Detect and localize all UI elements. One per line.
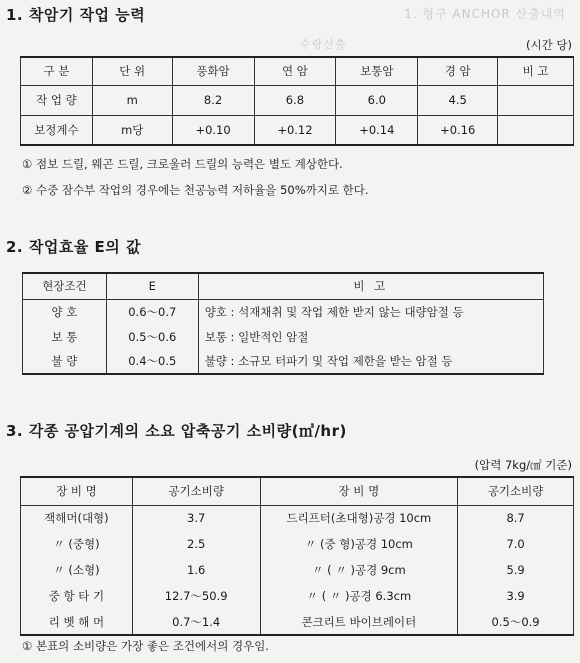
table-cell: 보정계수: [21, 115, 93, 145]
header-cell: 풍화암: [172, 57, 254, 85]
table-header-row: [21, 477, 574, 505]
table-row: [21, 583, 574, 609]
table-row: [23, 324, 544, 349]
table-row: [21, 531, 574, 557]
header-cell: 비 고: [498, 57, 574, 85]
table-cell: +0.16: [418, 115, 498, 145]
air-consumption-table: [20, 476, 574, 636]
table-cell: 드리프터(초대형)공경 10cm: [260, 505, 458, 531]
table-cell: 〃 ( 〃 )공경 6.3cm: [260, 583, 458, 609]
table-row: [21, 115, 574, 145]
table-cell: 0.7～1.4: [132, 609, 260, 635]
bleed-heading: 1. 형구 ANCHOR 산출내역: [404, 7, 566, 21]
table-row: [23, 299, 544, 324]
table-cell: +0.12: [254, 115, 336, 145]
table-cell: 2.5: [132, 531, 260, 557]
table-cell: 3.9: [458, 583, 574, 609]
table-cell: 0.5～0.9: [458, 609, 574, 635]
table-cell: 5.9: [458, 557, 574, 583]
table-cell: 잭해머(대형): [21, 505, 133, 531]
table-cell: 보 통: [23, 324, 107, 349]
table-cell: 8.2: [172, 85, 254, 115]
table-cell: +0.10: [172, 115, 254, 145]
table-cell: 0.6～0.7: [106, 299, 198, 324]
table-cell: 6.8: [254, 85, 336, 115]
header-cell: 공기소비량: [132, 477, 260, 505]
table-cell: 〃 (소형): [21, 557, 133, 583]
table-cell: 보통 : 일반적인 암절: [198, 324, 543, 349]
table-cell: 콘크리트 바이브레이터: [260, 609, 458, 635]
header-cell: E: [106, 273, 198, 299]
table-cell: 0.5～0.6: [106, 324, 198, 349]
table-cell: 양 호: [23, 299, 107, 324]
table-cell: m: [92, 85, 172, 115]
bleed-label: 수량산출: [300, 38, 347, 51]
table-cell: +0.14: [336, 115, 418, 145]
table-cell: 리 벳 해 머: [21, 609, 133, 635]
table-cell: 0.4～0.5: [106, 349, 198, 374]
section1-title: 1. 착암기 작업 능력: [6, 6, 146, 24]
table-cell: 4.5: [418, 85, 498, 115]
table-cell: 7.0: [458, 531, 574, 557]
table-cell: 불 량: [23, 349, 107, 374]
header-cell: 현장조건: [23, 273, 107, 299]
header-cell: 경 암: [418, 57, 498, 85]
header-cell: 보통암: [336, 57, 418, 85]
table-cell: 3.7: [132, 505, 260, 531]
section1-note: ① 점보 드릴, 웨곤 드릴, 크로울러 드릴의 능력은 별도 계상한다.: [22, 157, 343, 171]
table-cell: 6.0: [336, 85, 418, 115]
table-cell: 중 항 타 기: [21, 583, 133, 609]
table-row: [21, 505, 574, 531]
table-cell: m당: [92, 115, 172, 145]
section3-title: 3. 각종 공압기계의 소요 압축공기 소비량(㎥/hr): [6, 422, 347, 440]
table-cell: 〃 (중형): [21, 531, 133, 557]
table-cell: [498, 85, 574, 115]
work-efficiency-table: [22, 272, 544, 375]
table-cell: 양호 : 석재채취 및 작업 제한 받지 않는 대량암절 등: [198, 299, 543, 324]
table-cell: 불량 : 소규모 터파기 및 작업 제한을 받는 암절 등: [198, 349, 543, 374]
section2-title: 2. 작업효율 E의 값: [6, 238, 141, 256]
table-cell: 〃 (중 형)공경 10cm: [260, 531, 458, 557]
header-cell: 공기소비량: [458, 477, 574, 505]
table-header-row: [21, 57, 574, 85]
section3-note: ① 본표의 소비량은 가장 좋은 조건에서의 경우임.: [22, 639, 269, 653]
rock-drill-capacity-table: [20, 56, 574, 146]
header-cell: 장 비 명: [21, 477, 133, 505]
table-row: [21, 609, 574, 635]
header-cell: 비 고: [198, 273, 543, 299]
header-cell: 연 암: [254, 57, 336, 85]
table-cell: [498, 115, 574, 145]
section1-unit-note: (시간 당): [526, 38, 572, 52]
header-cell: 구 분: [21, 57, 93, 85]
table-cell: 1.6: [132, 557, 260, 583]
table-row: [23, 349, 544, 374]
header-cell: 단 위: [92, 57, 172, 85]
table-row: [21, 557, 574, 583]
table-header-row: [23, 273, 544, 299]
table-cell: 〃 ( 〃 )공경 9cm: [260, 557, 458, 583]
table-row: [21, 85, 574, 115]
section1-note: ② 수중 잠수부 작업의 경우에는 천공능력 저하율을 50%까지로 한다.: [22, 183, 369, 197]
table-cell: 작 업 량: [21, 85, 93, 115]
table-cell: 8.7: [458, 505, 574, 531]
section3-unit-note: (압력 7kg/㎠ 기준): [474, 458, 572, 472]
header-cell: 장 비 명: [260, 477, 458, 505]
table-cell: 12.7～50.9: [132, 583, 260, 609]
